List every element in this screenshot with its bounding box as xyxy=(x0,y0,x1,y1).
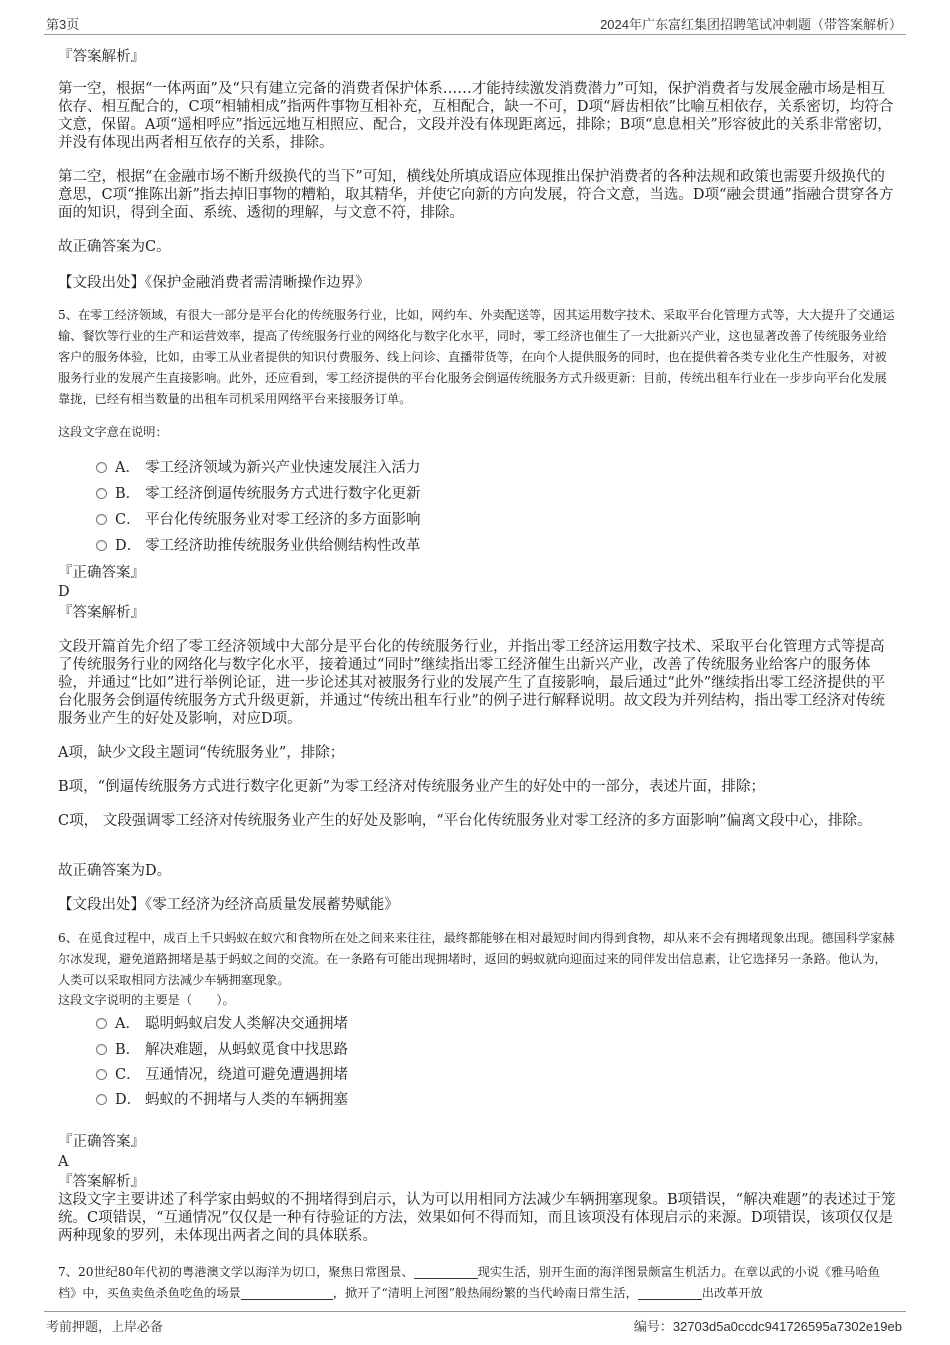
q4-analysis-label: 『答案解析』 xyxy=(58,49,145,65)
q5-analysis-b: B项，“倒逼传统服务方式进行数字化更新”为零工经济对传统服务业产生的好处中的一部分，表述片面，排除； xyxy=(58,779,765,795)
option-text: 蚂蚁的不拥堵与人类的车辆拥塞 xyxy=(145,1092,348,1108)
option-letter: B． xyxy=(115,486,141,502)
footer-code-value: 32703d5a0ccdc941726595a7302e19eb xyxy=(672,1319,902,1334)
q5-question: 这段文字意在说明： xyxy=(58,425,168,439)
q6-stem: 6、在觅食过程中，成百上千只蚂蚁在蚁穴和食物所在处之间来来往往，最终都能够在相对最短时间内得到食物，却从来不会有拥堵现象出现。德国科学家赫尔冰发现，避免道路拥堵是基于蚂蚁之间的交流。在一条路有可能出现拥堵时，返回的蚂蚁就向迎面过来的同伴发出信息素，让它选择另一条路。他认为，人类可以采取相同方法减少车辆拥塞现象。 xyxy=(58,931,895,987)
page-footer xyxy=(44,1311,906,1334)
option-text: 平台化传统服务业对零工经济的多方面影响 xyxy=(145,512,421,528)
q4-conclusion: 故正确答案为C。 xyxy=(58,239,171,255)
radio-icon[interactable] xyxy=(96,488,107,499)
radio-icon[interactable] xyxy=(96,1044,107,1055)
option-letter: D． xyxy=(115,538,142,554)
q6-analysis: 这段文字主要讲述了科学家由蚂蚁的不拥堵得到启示，认为可以用相同方法减少车辆拥塞现象。B项错误，“解决难题”的表述过于笼统。C项错误，“互通情况”仅仅是一种有待验证的方法，效果如何不得而知，而且该项没有体现启示的来源。D项错误，该项仅仅是两种现象的罗列，未体现出两者之间的具体联系。 xyxy=(58,1192,896,1244)
option-text: 互通情况，绕道可避免遭遇拥堵 xyxy=(145,1067,348,1083)
q6-question: 这段文字说明的主要是（ ）。 xyxy=(58,993,235,1007)
option-text: 聪明蚂蚁启发人类解决交通拥堵 xyxy=(145,1016,348,1032)
q5-answer-label: 『正确答案』 xyxy=(58,565,145,581)
q5-option-b[interactable] xyxy=(96,485,421,503)
q7-text-part1: 7、20世纪80年代初的粤港澳文学以海洋为切口，聚焦日常图景、 xyxy=(58,1265,414,1279)
q4-source: 【文段出处】《保护金融消费者需清晰操作边界》 xyxy=(58,275,370,291)
document-title: 2024年广东富红集团招聘笔试冲刺题（带答案解析） xyxy=(600,17,902,32)
radio-icon[interactable] xyxy=(96,1069,107,1080)
q7-text-part4: 出改革开放 xyxy=(701,1286,763,1300)
option-letter: B． xyxy=(115,1042,141,1058)
option-letter: A． xyxy=(115,1016,140,1032)
q5-conclusion: 故正确答案为D。 xyxy=(58,863,172,879)
footer-code xyxy=(634,1316,902,1335)
option-letter: C． xyxy=(115,512,141,528)
q6-answer-label: 『正确答案』 xyxy=(58,1134,145,1150)
q6-answer: A xyxy=(58,1154,69,1170)
q6-option-b[interactable] xyxy=(96,1041,348,1059)
option-text: 零工经济助推传统服务业供给侧结构性改革 xyxy=(145,538,421,554)
q5-analysis-p1: 文段开篇首先介绍了零工经济领域中大部分是平台化的传统服务行业，并指出零工经济运用数字技术、采取平台化管理方式等提高了传统服务行业的网络化与数字化水平，接着通过“同时”继续指出零工经济催生出新兴产业，改善了传统服务业给客户的服务体验，并通过“比如”进行举例论证，进一步论述其对被服务行业的发展产生了直接影响，最后通过“此外”继续指出零工经济提供的平台化服务会倒逼传统服务方式升级更新，并通过“传统出租车行业”的例子进行解释说明。故文段为并列结构，指出零工经济对传统服务业产生的好处及影响，对应D项。 xyxy=(58,639,886,727)
q5-stem: 5、在零工经济领域，有很大一部分是平台化的传统服务行业，比如，网约车、外卖配送等，因其运用数字技术、采取平台化管理方式等，大大提升了交通运输、餐饮等行业的生产和运营效率，提高了传统服务行业的网络化与数字化水平，同时，零工经济也催生了一大批新兴产业，这也显著改善了传统服务业给客户的服务体验，比如，由零工从业者提供的知识付费服务、线上问诊、直播带货等，在向个人提供服务的同时，也在提供着各类专业化生产性服务，对被服务行业的发展产生直接影响。此外，还应看到，零工经济提供的平台化服务会倒逼传统服务方式升级更新：目前，传统出租车行业在一步步向平台化发展靠拢，已经有相当数量的出租车司机采用网络平台来接服务订单。 xyxy=(58,308,895,406)
option-text: 零工经济倒逼传统服务方式进行数字化更新 xyxy=(145,486,421,502)
footer-code-label: 编号： xyxy=(633,1319,673,1334)
radio-icon[interactable] xyxy=(96,1094,107,1105)
q7-stem xyxy=(58,1262,896,1304)
q6-option-c[interactable] xyxy=(96,1066,348,1084)
option-text: 零工经济领域为新兴产业快速发展注入活力 xyxy=(145,460,421,476)
q5-analysis-a: A项，缺少文段主题词“传统服务业”，排除； xyxy=(58,745,345,761)
q5-answer: D xyxy=(58,584,70,600)
radio-icon[interactable] xyxy=(96,1018,107,1029)
q6-option-d[interactable] xyxy=(96,1091,348,1109)
q7-blank-2[interactable] xyxy=(241,1285,333,1300)
q4-analysis-p1: 第一空，根据“一体两面”及“只有建立完备的消费者保护体系……才能持续激发消费潜力”可知，保护消费者与发展金融市场是相互依存、相互配合的，C项“相辅相成”指两件事物互相补充，互相配合，缺一不可，D项“唇齿相依”比喻互相依存，关系密切，均符合文意，保留。A项“遥相呼应”指远远地互相照应、配合，文段并没有体现距离远，排除；B项“息息相关”形容彼此的关系非常密切，并没有体现出两者相互依存的关系，排除。 xyxy=(58,81,894,151)
option-text: 解决难题，从蚂蚁觅食中找思路 xyxy=(145,1042,348,1058)
q5-option-c[interactable] xyxy=(96,511,421,529)
q5-analysis-label: 『答案解析』 xyxy=(58,605,145,621)
option-letter: D． xyxy=(115,1092,142,1108)
page-header xyxy=(44,12,906,35)
q4-analysis-p2: 第二空，根据“在金融市场不断升级换代的当下”可知，横线处所填成语应体现推出保护消费者的各种法规和政策也需要升级换代的意思，C项“推陈出新”指去掉旧事物的糟粕，取其精华，并使它向新的方向发展，符合文意，当选。D项“融会贯通”指融合贯穿各方面的知识，得到全面、系统、透彻的理解，与文意不符，排除。 xyxy=(58,169,894,221)
q6-option-a[interactable] xyxy=(96,1015,348,1033)
radio-icon[interactable] xyxy=(96,462,107,473)
q5-option-a[interactable] xyxy=(96,459,421,477)
footer-slogan: 考前押题，上岸必备 xyxy=(46,1319,164,1334)
radio-icon[interactable] xyxy=(96,514,107,525)
option-letter: A． xyxy=(115,460,140,476)
option-letter: C． xyxy=(115,1067,141,1083)
page-number: 第3页 xyxy=(46,17,80,32)
radio-icon[interactable] xyxy=(96,540,107,551)
q7-blank-3[interactable] xyxy=(638,1285,702,1300)
q5-analysis-c: C项， 文段强调零工经济对传统服务业产生的好处及影响，“平台化传统服务业对零工经济的多方面影响”偏离文段中心，排除。 xyxy=(58,813,872,829)
q7-text-part3: ，掀开了“清明上河图”般热闹纷繁的当代岭南日常生活， xyxy=(332,1286,638,1300)
q5-option-d[interactable] xyxy=(96,537,421,555)
q7-text-part2: 现实生活，别开生面的海洋图景颇富生机活力。在章以武的小说《雅马哈鱼档》中，买鱼卖鱼杀鱼吃鱼的场景 xyxy=(58,1265,880,1300)
q7-blank-1[interactable] xyxy=(414,1264,478,1279)
q6-analysis-label: 『答案解析』 xyxy=(58,1174,145,1190)
q5-source: 【文段出处】《零工经济为经济高质量发展蓄势赋能》 xyxy=(58,897,399,913)
